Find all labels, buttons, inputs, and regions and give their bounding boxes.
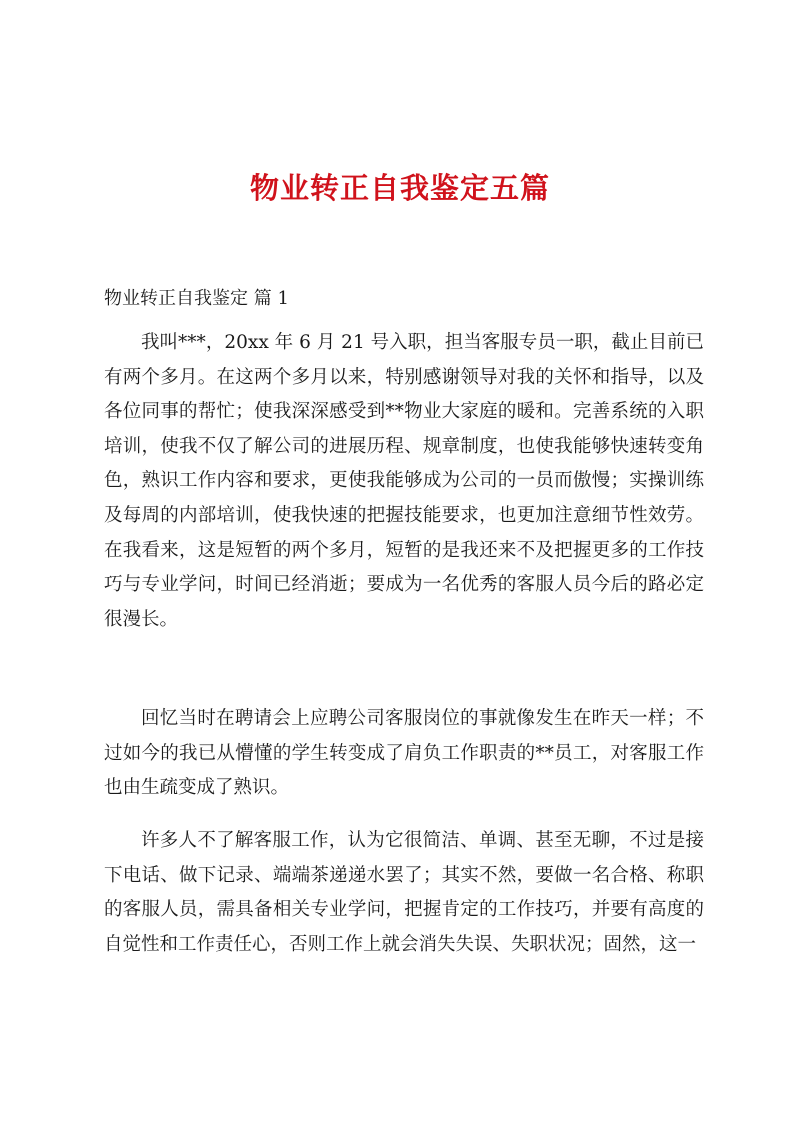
paragraph: 许多人不了解客服工作，认为它很简洁、单调、甚至无聊，不过是接下电话、做下记录、端端茶递递水罢了；其实不然，要做一名合格、称职的客服人员，需具备相关专业学问，把握肯定的工作技巧，并要有高度的自觉性和工作责任心，否则工作上就会消失失误、失职状况；固然，这一	[104, 830, 704, 955]
section-heading: 物业转正自我鉴定 篇 1	[104, 288, 289, 309]
paragraph: 回忆当时在聘请会上应聘公司客服岗位的事就像发生在昨天一样；不过如今的我已从懵懂的学生转变成了肩负工作职责的**员工，对客服工作也由生疏变成了熟识。	[104, 708, 704, 799]
paragraph: 我叫***，20xx 年 6 月 21 号入职，担当客服专员一职，截止目前已有两个多月。在这两个多月以来，特别感谢领导对我的关怀和指导，以及各位同事的帮忙；使我深深感受到**物业大家庭的暖和。完善系统的入职培训，使我不仅了解公司的进展历程、规章制度，也使我能够快速转变角色，熟识工作内容和要求，更使我能够成为公司的一员而傲慢；实操训练及每周的内部培训，使我快速的把握技能要求，也更加注意细节性效劳。在我看来，这是短暂的两个多月，短暂的是我还来不及把握更多的工作技巧与专业学问，时间已经消逝；要成为一名优秀的客服人员今后的路必定很漫长。	[104, 332, 704, 630]
document-title: 物业转正自我鉴定五篇	[249, 171, 550, 205]
